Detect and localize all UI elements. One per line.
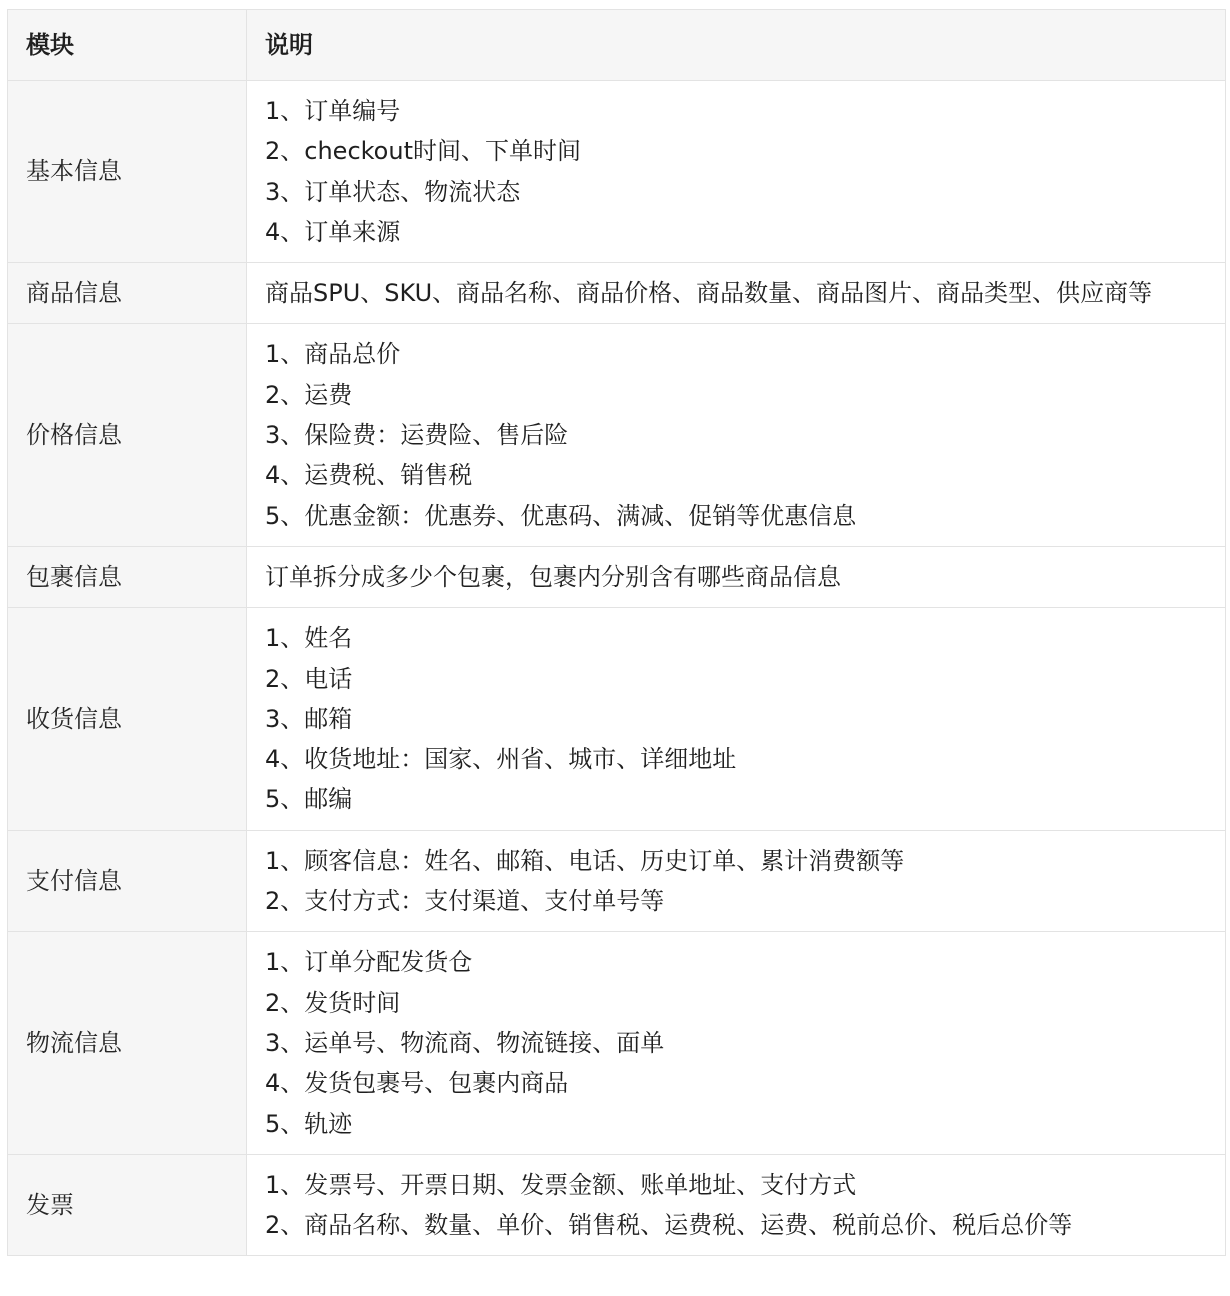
description-line: 1、发票号、开票日期、发票金额、账单地址、支付方式 — [265, 1170, 857, 1199]
description-cell — [247, 546, 1226, 607]
table-row — [8, 932, 1226, 1154]
module-cell: 包裹信息 — [8, 546, 247, 607]
table-row — [8, 608, 1226, 830]
description-line: 2、电话 — [265, 664, 353, 693]
description-line: 5、轨迹 — [265, 1109, 353, 1138]
description-line: 2、商品名称、数量、单价、销售税、运费税、运费、税前总价、税后总价等 — [265, 1211, 1073, 1240]
description-line: 2、发货时间 — [265, 988, 401, 1017]
description-cell — [247, 830, 1226, 932]
description-line: 商品SPU、SKU、商品名称、商品价格、商品数量、商品图片、商品类型、供应商等 — [265, 279, 1153, 308]
description-line: 2、checkout时间、下单时间 — [265, 137, 581, 166]
header-module: 模块 — [8, 10, 247, 81]
table-header-row — [8, 10, 1226, 81]
module-cell: 收货信息 — [8, 608, 247, 830]
description-line: 5、优惠金额：优惠券、优惠码、满减、促销等优惠信息 — [265, 501, 857, 530]
table-row — [8, 830, 1226, 932]
description-cell — [247, 608, 1226, 830]
table-row — [8, 81, 1226, 263]
table-row — [8, 546, 1226, 607]
description-line: 4、发货包裹号、包裹内商品 — [265, 1069, 569, 1098]
description-line: 1、订单编号 — [265, 97, 401, 125]
description-line: 4、收货地址：国家、州省、城市、详细地址 — [265, 745, 737, 774]
description-cell — [247, 932, 1226, 1154]
module-cell: 商品信息 — [8, 263, 247, 324]
module-cell: 基本信息 — [8, 81, 247, 263]
description-line: 1、商品总价 — [265, 340, 401, 369]
module-cell: 物流信息 — [8, 932, 247, 1154]
description-line: 2、支付方式：支付渠道、支付单号等 — [265, 887, 665, 916]
description-line: 1、姓名 — [265, 624, 353, 653]
description-line: 1、顾客信息：姓名、邮箱、电话、历史订单、累计消费额等 — [265, 846, 905, 875]
table-row — [8, 324, 1226, 546]
description-line: 3、保险费：运费险、售后险 — [265, 421, 569, 450]
description-cell — [247, 263, 1226, 324]
order-info-table-wrapper — [7, 9, 1225, 1256]
description-line: 3、邮箱 — [265, 704, 353, 733]
table-row — [8, 1154, 1226, 1256]
description-line: 2、运费 — [265, 380, 353, 409]
table-row — [8, 263, 1226, 324]
description-line: 3、运单号、物流商、物流链接、面单 — [265, 1028, 665, 1057]
description-line: 4、运费税、销售税 — [265, 461, 473, 490]
order-info-table — [7, 9, 1226, 1256]
description-line: 1、订单分配发货仓 — [265, 948, 473, 977]
description-cell — [247, 324, 1226, 546]
description-line: 订单拆分成多少个包裹，包裹内分别含有哪些商品信息 — [265, 562, 841, 591]
description-line: 3、订单状态、物流状态 — [265, 177, 521, 206]
header-description: 说明 — [247, 10, 1226, 81]
description-cell — [247, 81, 1226, 263]
description-line: 5、邮编 — [265, 785, 353, 814]
module-cell: 发票 — [8, 1154, 247, 1256]
description-line: 4、订单来源 — [265, 217, 401, 246]
table-body — [8, 81, 1226, 1256]
description-cell — [247, 1154, 1226, 1256]
module-cell: 支付信息 — [8, 830, 247, 932]
module-cell: 价格信息 — [8, 324, 247, 546]
